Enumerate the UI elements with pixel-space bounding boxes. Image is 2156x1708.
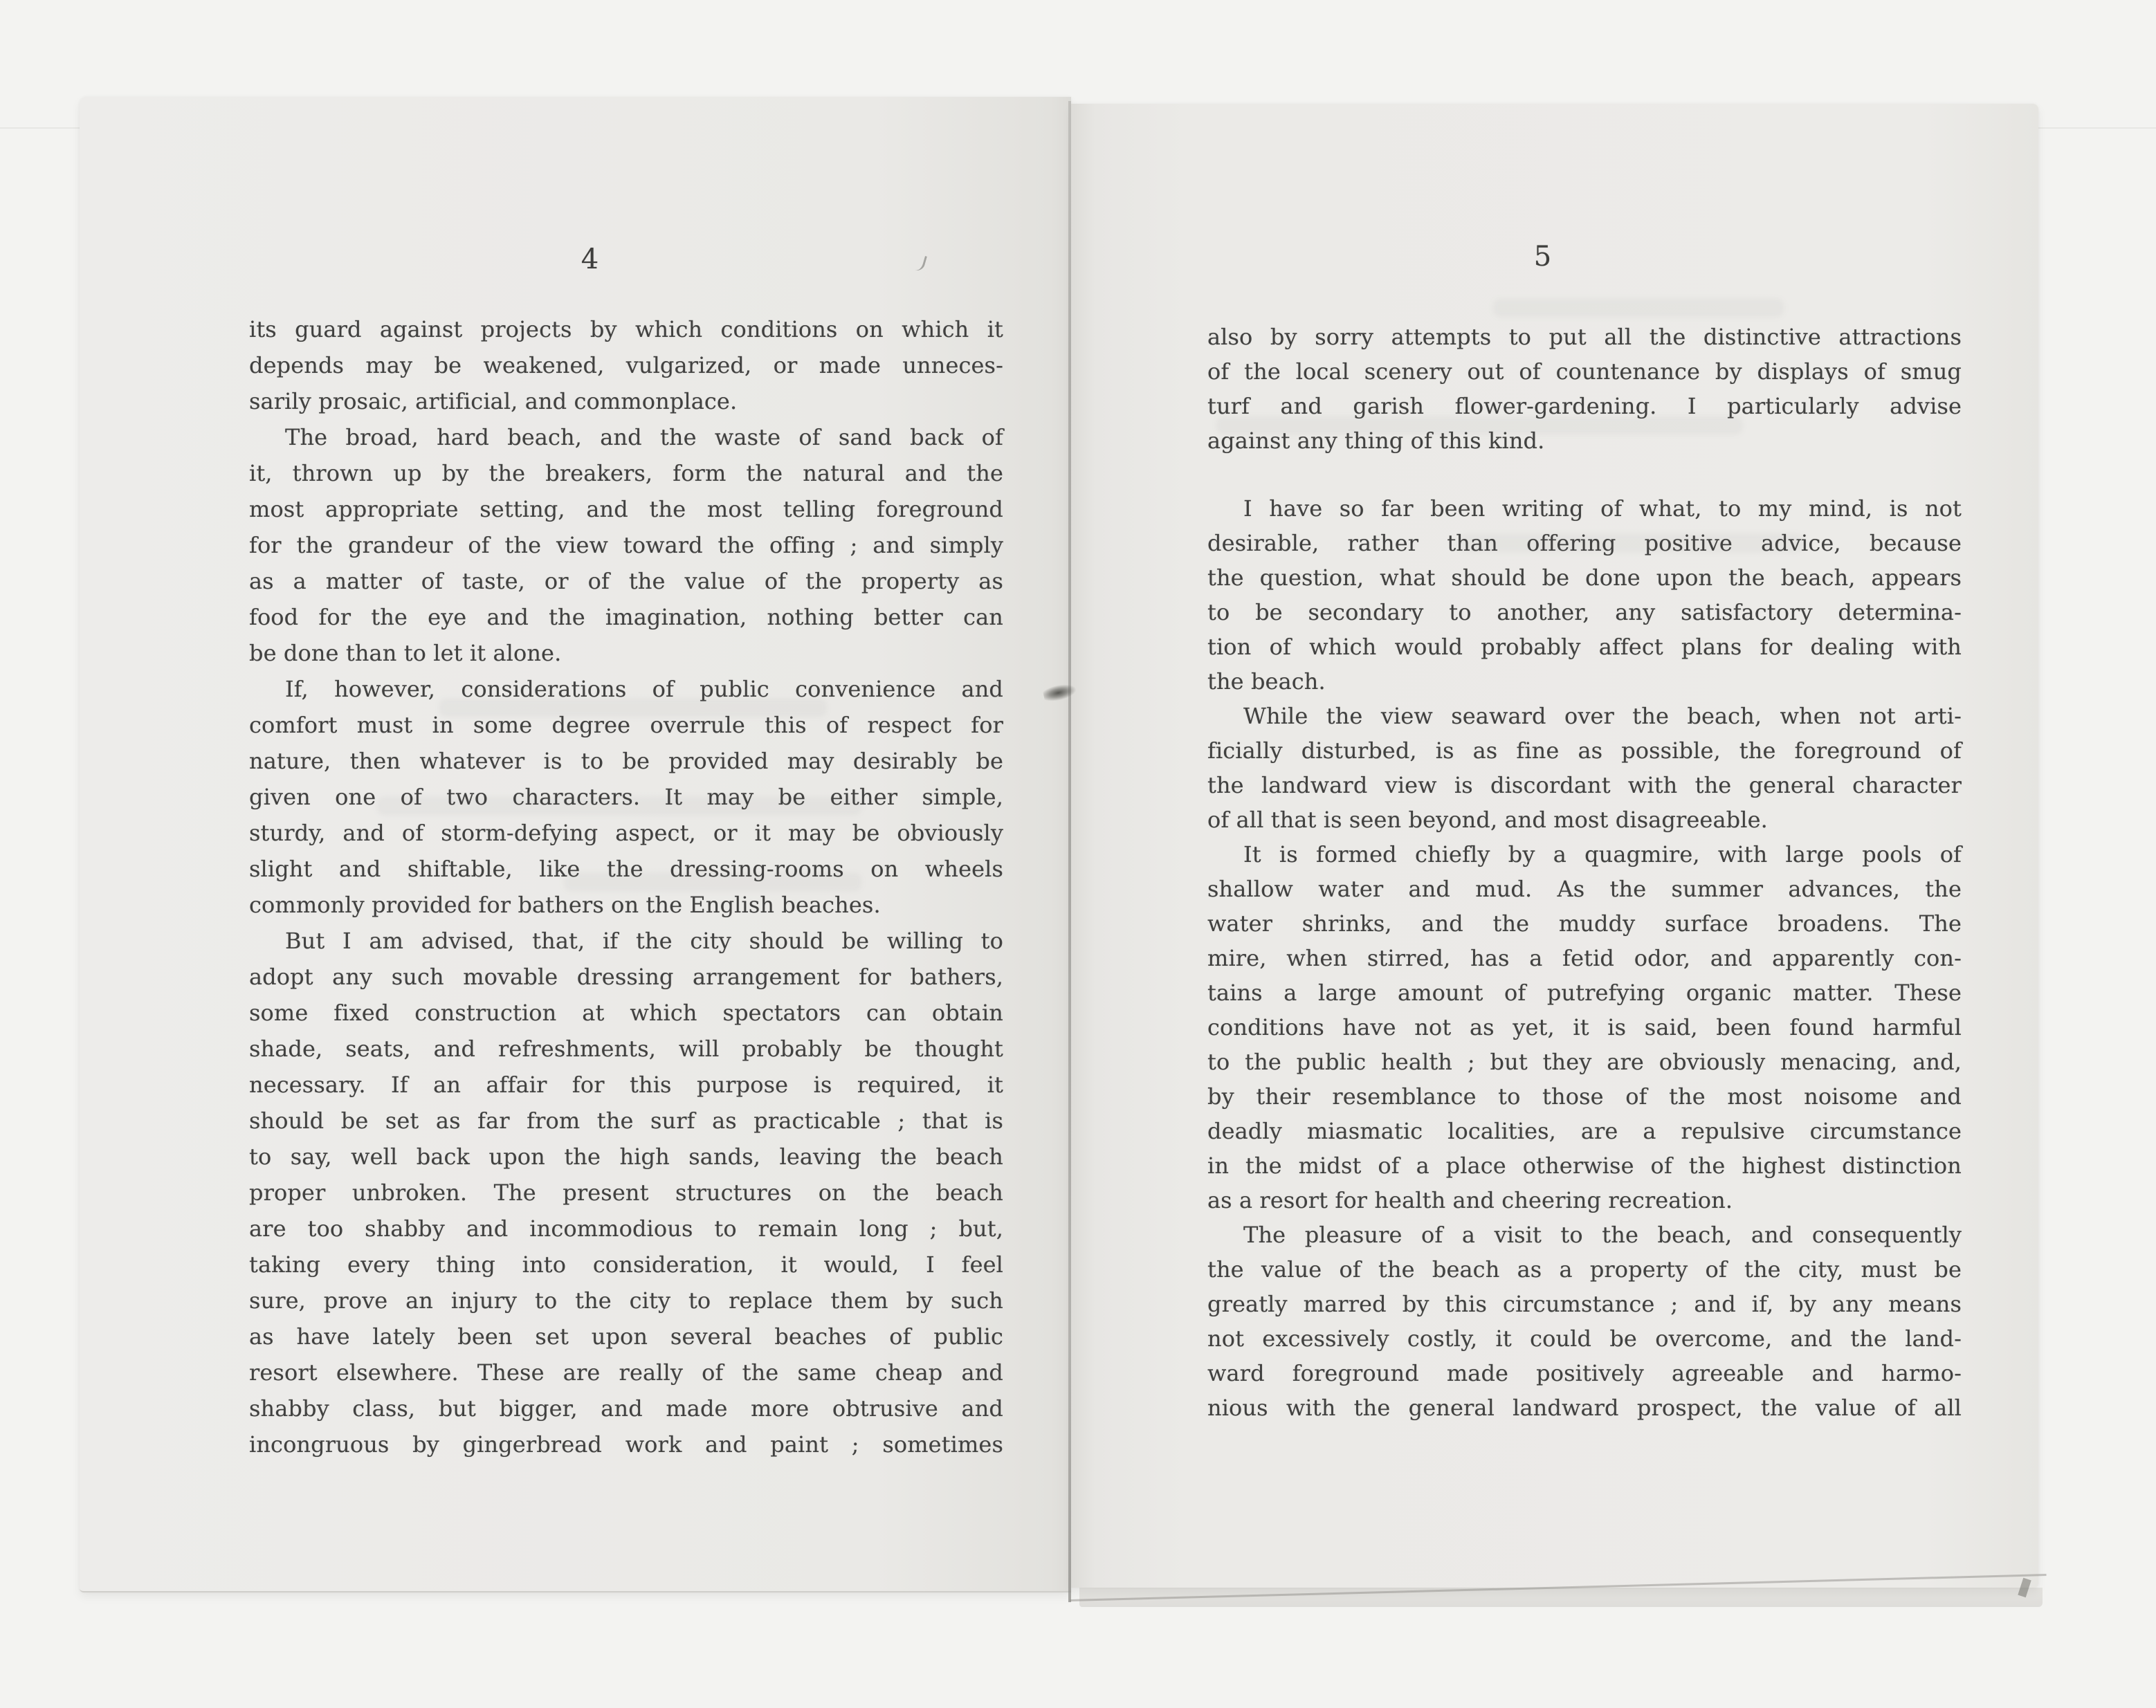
text-line: greatly marred by this circumstance ; and if, by any means (1207, 1291, 1962, 1317)
text-line: tains a large amount of putrefying organic matter. These (1207, 980, 1962, 1006)
text-line: sure, prove an injury to the city to replace them by such (249, 1287, 1003, 1314)
paragraph (1207, 699, 1962, 837)
text-line: sarily prosaic, artificial, and commonplace. (249, 388, 738, 414)
text-line: are too shabby and incommodious to remain long ; but, (249, 1215, 1003, 1242)
text-line: resort elsewhere. These are really of the same cheap and (249, 1359, 1003, 1386)
text-line: some fixed construction at which spectators can obtain (249, 1000, 1003, 1026)
page-5-number: 5 (1533, 241, 1553, 273)
text-line: It is formed chiefly by a quagmire, with large pools of (1243, 841, 1962, 867)
page-5 (1071, 104, 2038, 1588)
paragraph (1207, 837, 1962, 1218)
text-line: ward foreground made positively agreeable and harmo- (1207, 1360, 1962, 1386)
text-line: the beach. (1207, 668, 1326, 695)
text-line: tion of which would probably affect plans for dealing with (1207, 634, 1962, 660)
text-line: I have so far been writing of what, to my mind, is not (1243, 495, 1962, 522)
text-line: against any thing of this kind. (1207, 428, 1545, 454)
text-line: necessary. If an affair for this purpose is required, it (249, 1072, 1003, 1098)
text-line: sturdy, and of storm-defying aspect, or it may be obviously (249, 820, 1003, 846)
text-line: conditions have not as yet, it is said, been found harmful (1207, 1014, 1962, 1040)
paragraph (1207, 491, 1962, 699)
text-line: The broad, hard beach, and the waste of sand back of (285, 424, 1003, 450)
paragraph (249, 923, 1003, 1462)
text-line: nature, then whatever is to be provided may desirably be (249, 748, 1003, 774)
text-line: depends may be weakened, vulgarized, or made unneces- (249, 352, 1003, 378)
text-line: by their resemblance to those of the most noisome and (1207, 1083, 1962, 1110)
paragraph (1207, 1218, 1962, 1425)
text-line: be done than to let it alone. (249, 640, 562, 666)
text-line: as a resort for health and cheering recreation. (1207, 1187, 1733, 1213)
page-edges-stack-right (2038, 109, 2069, 1577)
text-line: not excessively costly, it could be overcome, and the land- (1207, 1325, 1962, 1352)
text-line: shallow water and mud. As the summer advances, the (1207, 876, 1962, 902)
paragraph (1207, 320, 1962, 458)
paragraph (249, 671, 1003, 923)
text-line: the value of the beach as a property of the city, must be (1207, 1256, 1962, 1283)
text-line: its guard against projects by which conditions on which it (249, 316, 1003, 342)
book-gutter (1068, 101, 1071, 1602)
text-line: also by sorry attempts to put all the distinctive attractions (1207, 324, 1962, 350)
text-line: If, however, considerations of public convenience and (285, 676, 1003, 702)
text-line: deadly miasmatic localities, are a repulsive circumstance (1207, 1118, 1962, 1144)
text-line: to say, well back upon the high sands, leaving the beach (249, 1144, 1003, 1170)
paragraph (249, 419, 1003, 671)
text-line: comfort must in some degree overrule this of respect for (249, 712, 1003, 738)
text-line: of all that is seen beyond, and most disagreeable. (1207, 807, 1768, 833)
text-line: of the local scenery out of countenance by displays of smug (1207, 358, 1962, 385)
text-line: desirable, rather than offering positive advice, because (1207, 530, 1962, 556)
page-4-text (249, 311, 1003, 1462)
text-line: slight and shiftable, like the dressing-rooms on wheels (249, 856, 1003, 882)
text-line: But I am advised, that, if the city should be willing to (285, 928, 1003, 954)
text-line: the landward view is discordant with the general character (1207, 772, 1962, 798)
text-line: proper unbroken. The present structures on the beach (249, 1179, 1003, 1206)
text-line: to the public health ; but they are obviously menacing, and, (1207, 1049, 1962, 1075)
text-line: While the view seaward over the beach, when not arti- (1243, 703, 1962, 729)
text-line: incongruous by gingerbread work and paint ; sometimes (249, 1431, 1003, 1458)
text-line: given one of two characters. It may be either simple, (249, 784, 1003, 810)
text-line: it, thrown up by the breakers, form the natural and the (249, 460, 1003, 486)
text-line: for the grandeur of the view toward the offing ; and simply (249, 532, 1003, 558)
text-line: water shrinks, and the muddy surface broadens. The (1207, 910, 1962, 937)
text-line: most appropriate setting, and the most telling foreground (249, 496, 1003, 522)
text-line: The pleasure of a visit to the beach, and consequently (1243, 1222, 1962, 1248)
text-line: should be set as far from the surf as practicable ; that is (249, 1108, 1003, 1134)
text-line: to be secondary to another, any satisfactory determina- (1207, 599, 1962, 625)
text-line: nious with the general landward prospect, the value of all (1207, 1395, 1962, 1421)
text-line: turf and garish flower-gardening. I particularly advise (1207, 393, 1962, 419)
text-line: taking every thing into consideration, it would, I feel (249, 1251, 1003, 1278)
text-line: commonly provided for bathers on the English beaches. (249, 892, 881, 918)
text-line: shabby class, but bigger, and made more obtrusive and (249, 1395, 1003, 1422)
page-4 (80, 97, 1071, 1592)
text-line: adopt any such movable dressing arrangement for bathers, (249, 964, 1003, 990)
text-line: the question, what should be done upon the beach, appears (1207, 564, 1962, 591)
text-line: food for the eye and the imagination, nothing better can (249, 604, 1003, 630)
paragraph (249, 311, 1003, 419)
text-line: shade, seats, and refreshments, will probably be thought (249, 1036, 1003, 1062)
text-line: mire, when stirred, has a fetid odor, and apparently con- (1207, 945, 1962, 971)
bleed-through-artifact (1493, 299, 1784, 317)
text-line: as a matter of taste, or of the value of the property as (249, 568, 1003, 594)
page-4-number: 4 (581, 244, 600, 275)
text-line: as have lately been set upon several beaches of public (249, 1323, 1003, 1350)
text-line: ficially disturbed, is as fine as possible, the foreground of (1207, 737, 1962, 764)
page-5-text (1207, 320, 1962, 1425)
text-line: in the midst of a place otherwise of the highest distinction (1207, 1153, 1962, 1179)
